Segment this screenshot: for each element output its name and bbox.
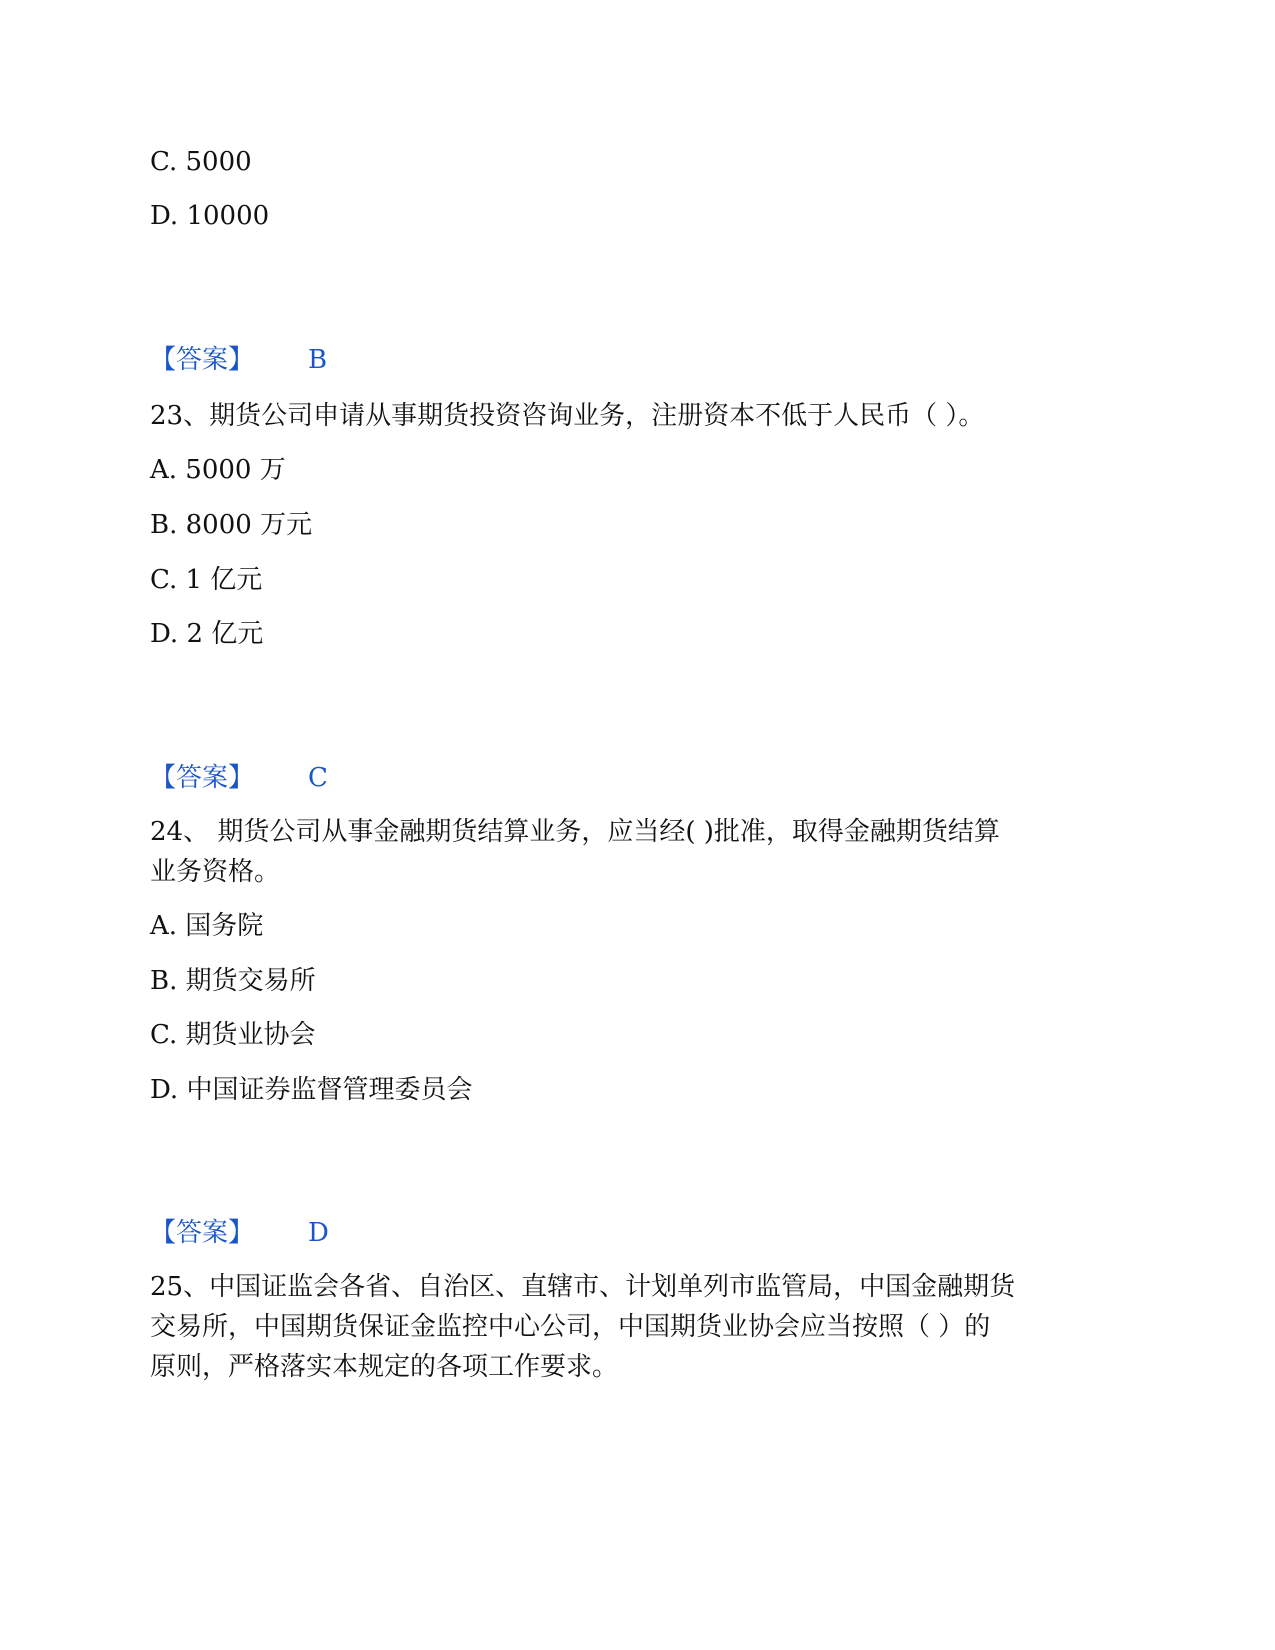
q24-option-c: C. 期货业协会 <box>150 1020 316 1050</box>
q24-option-b: B. 期货交易所 <box>150 966 316 996</box>
q24-option-a: A. 国务院 <box>150 911 264 941</box>
q22-answer <box>150 344 327 376</box>
q24-question-line-1: 24、 期货公司从事金融期货结算业务，应当经( )批准，取得金融期货结算 <box>150 817 1000 847</box>
answer-label: 【答案】 <box>150 1218 255 1248</box>
q25-question-line-1: 25、中国证监会各省、自治区、直辖市、计划单列市监管局，中国金融期货 <box>150 1272 1016 1302</box>
q23-option-c: C. 1 亿元 <box>150 565 263 595</box>
q24-option-d: D. 中国证券监督管理委员会 <box>150 1075 473 1105</box>
q23-option-a: A. 5000 万 <box>150 455 286 485</box>
q24-answer <box>150 1217 329 1249</box>
q22-option-c: C. 5000 <box>150 147 252 177</box>
answer-value: C <box>308 763 328 793</box>
answer-label: 【答案】 <box>150 763 255 793</box>
q25-question-line-2: 交易所，中国期货保证金监控中心公司，中国期货业协会应当按照（ ）的 <box>150 1312 991 1342</box>
q24-question-line-2: 业务资格。 <box>150 857 281 887</box>
q23-option-d: D. 2 亿元 <box>150 619 264 649</box>
q23-answer <box>150 762 328 794</box>
q23-question: 23、期货公司申请从事期货投资咨询业务，注册资本不低于人民币（ ）。 <box>150 401 985 431</box>
answer-value: D <box>308 1218 329 1248</box>
answer-value: B <box>308 345 328 375</box>
answer-label: 【答案】 <box>150 345 255 375</box>
q25-question-line-3: 原则，严格落实本规定的各项工作要求。 <box>150 1352 619 1382</box>
q22-option-d: D. 10000 <box>150 201 270 231</box>
q23-option-b: B. 8000 万元 <box>150 510 313 540</box>
